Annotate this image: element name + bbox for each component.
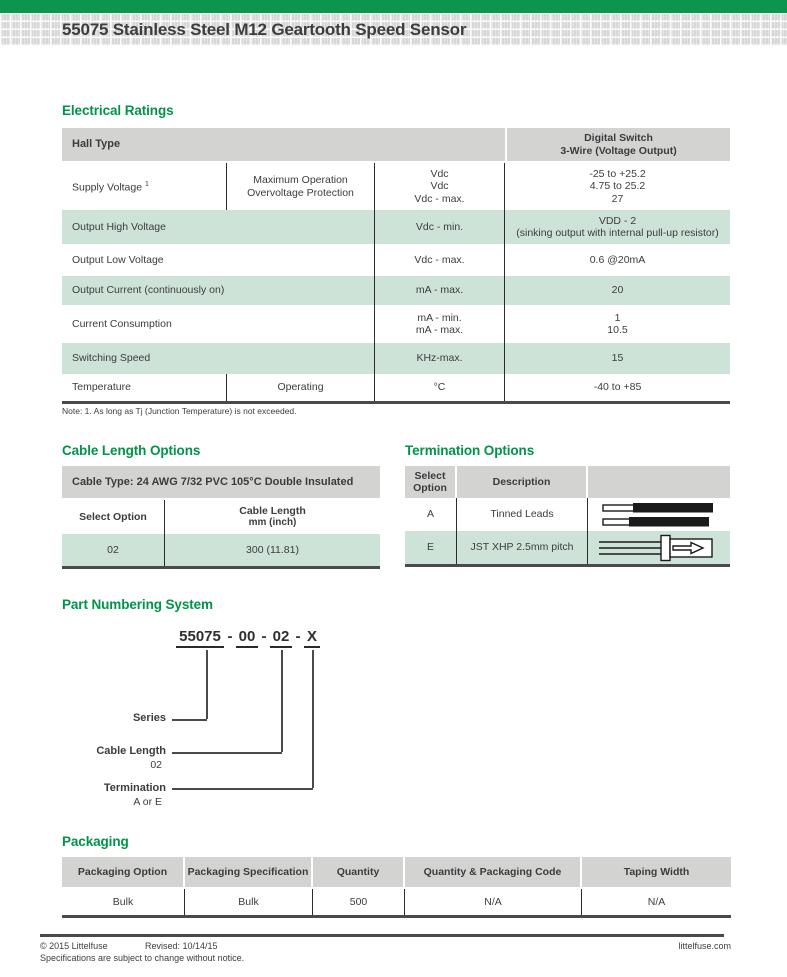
separator: - [295,628,301,645]
title-banner [0,13,787,46]
column-header: Quantity [313,857,405,887]
hall-type-header: Hall Type [62,128,505,161]
electrical-note: Note: 1. As long as Tj (Junction Temperature) is not exceeded. [62,406,297,416]
digital-switch-header: Digital Switch 3-Wire (Voltage Output) [507,128,730,161]
description-header: Description [457,466,586,498]
separator: - [227,628,233,645]
table-row-output-current [62,276,730,305]
taping-width-value: N/A [647,895,666,908]
param-cell: Output Current (continuously on) [62,276,375,305]
termination-header-row [405,466,730,498]
part-number [176,628,320,648]
sub-param-cell: Maximum Operation Overvoltage Protection [227,163,375,210]
unit-cell: Vdc Vdc Vdc - max. [375,163,505,210]
select-option-header: Select Option [405,466,455,498]
cable-length-value: 300 (11.81) [246,543,299,556]
termination-heading: Termination Options [405,443,535,458]
termination-table [405,466,730,567]
series-connector-line [172,719,207,721]
table-row-output-low-voltage [62,244,730,276]
unit-cell: KHz-max. [375,343,505,374]
value-cell: 1 10.5 [607,311,628,336]
packaging-data-row [62,889,731,915]
electrical-header-row [62,128,730,161]
part-number-series-segment: 55075 [176,628,224,648]
sub-param-cell: Operating [227,374,375,401]
cable-length-connector-line [281,650,283,752]
series-connector-line [206,650,208,719]
description-value: JST XHP 2.5mm pitch [457,531,588,564]
footer-revised-date: Revised: 10/14/15 [145,941,218,951]
cable-data-row [62,534,380,566]
param-cell: Current Consumption [62,305,375,343]
table-bottom-border [62,401,730,404]
value-cell: -40 to +85 [593,381,642,394]
param-cell: Temperature [62,374,227,401]
footer-divider-bar [40,934,724,937]
value-cell: 0.6 @20mA [589,253,646,266]
part-numbering-heading: Part Numbering System [62,597,213,612]
option-value: E [405,531,457,564]
select-option-header: Select Option [62,500,165,534]
table-row-output-high-voltage [62,210,730,244]
cable-length-heading: Cable Length Options [62,443,201,458]
param-cell: Supply Voltage $^1$ [62,163,227,210]
table-row-supply-voltage [62,163,730,210]
column-header: Packaging Specification [185,857,313,887]
column-header: Quantity & Packaging Code [405,857,582,887]
tinned-leads-icon [588,498,730,531]
part-number-termination-segment: X [304,628,320,648]
termination-connector-line [172,788,313,790]
brand-green-bar [0,0,787,13]
cable-length-value: 02 [150,759,162,771]
description-value: Tinned Leads [457,498,588,531]
jst-connector-icon [588,531,730,564]
part-number-reserved-segment: 00 [236,628,258,648]
quantity-code-value: N/A [405,889,582,915]
unit-cell: Vdc - min. [375,210,505,244]
table-row-switching-speed [62,343,730,374]
unit-cell: °C [375,374,505,401]
unit-cell: Vdc - max. [375,244,505,276]
column-header: Packaging Option [62,857,185,887]
table-bottom-border [405,564,730,567]
unit-cell: mA - min. mA - max. [375,305,505,343]
footer-copyright: © 2015 Littelfuse [40,941,108,951]
param-cell: Output Low Voltage [62,244,375,276]
packaging-spec-value: Bulk [185,889,313,915]
param-cell: Switching Speed [62,343,375,374]
value-cell: 15 [611,352,624,365]
cable-length-header: Cable Length mm (inch) [239,504,306,528]
packaging-header-row [62,857,731,887]
footer-disclaimer: Specifications are subject to change without notice. [40,953,245,963]
termination-connector-line [312,650,314,788]
table-bottom-border [62,915,731,918]
footer-website-link[interactable]: littelfuse.com [678,941,731,951]
table-bottom-border [62,566,380,569]
termination-row-e [405,531,730,564]
value-cell: 20 [611,284,624,297]
illustration-header [588,466,730,498]
table-row-temperature [62,374,730,401]
unit-cell: mA - max. [375,276,505,305]
table-row-current-consumption [62,305,730,343]
column-header: Taping Width [582,857,731,887]
cable-column-header-row [62,500,380,534]
termination-label: Termination [103,782,166,794]
quantity-value: 500 [313,889,405,915]
option-value: A [405,498,457,531]
termination-row-a [405,498,730,531]
param-cell: Output High Voltage [62,210,375,244]
value-cell: -25 to +25.2 4.75 to 25.2 27 [589,167,646,205]
value-cell: VDD - 2 (sinking output with internal pull-up resistor) [516,214,719,239]
page-title: 55075 Stainless Steel M12 Geartooth Speed Sensor [62,20,467,39]
cable-type-header: Cable Type: 24 AWG 7/32 PVC 105°C Double Insulated [62,466,380,498]
electrical-ratings-table [62,128,730,404]
electrical-ratings-heading: Electrical Ratings [62,103,174,118]
packaging-table [62,857,731,918]
series-label: Series [132,712,166,724]
separator: - [261,628,267,645]
packaging-option-value: Bulk [62,889,185,915]
select-option-value: 02 [62,534,165,566]
packaging-heading: Packaging [62,834,129,849]
termination-value: A or E [133,796,162,808]
cable-length-table [62,466,380,569]
part-number-cable-segment: 02 [270,628,292,648]
cable-length-label: Cable Length [96,745,166,757]
cable-length-connector-line [172,752,282,754]
